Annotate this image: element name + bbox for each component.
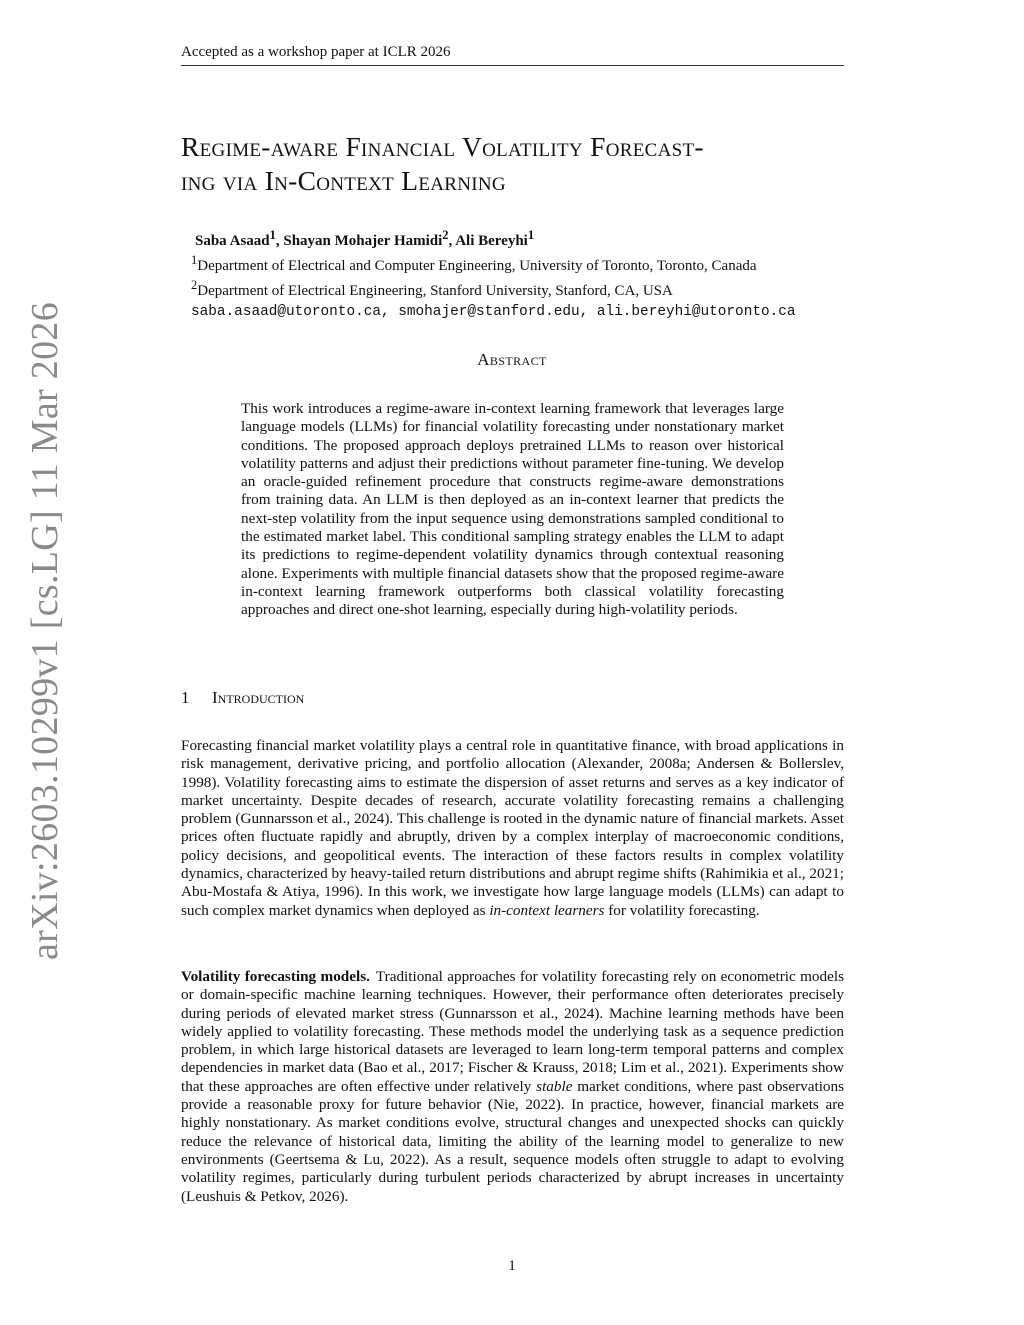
affiliation-2-marker: 2 — [191, 278, 198, 292]
title-line-2: ing via In-Context Learning — [181, 165, 506, 196]
author-1: Saba Asaad — [195, 233, 270, 249]
author-2-affil: 2 — [442, 228, 449, 242]
running-header: Accepted as a workshop paper at ICLR 2026 — [181, 44, 844, 66]
affiliation-1 — [191, 251, 796, 276]
affiliation-2 — [191, 276, 796, 301]
author-3: Ali Bereyhi — [455, 233, 528, 249]
section-title: Introduction — [212, 688, 305, 707]
arxiv-stamp: arXiv:2603.10299v1 [cs.LG] 11 Mar 2026 — [24, 302, 66, 960]
intro-paragraph-2 — [181, 968, 844, 1206]
section-heading — [181, 688, 304, 708]
intro-paragraph-1 — [181, 737, 844, 920]
intro-p1-emphasis: in-context learners — [489, 901, 605, 919]
intro-p2-text: Traditional approaches for volatility forecasting rely on econometric models or domain-specific machine learning techniques. However, their performance often deteriorates precisely during periods of elevated market stress (Gunnarsson et al., 2024). Machine learning methods have been widely applied to volatility forecasting. These methods model the underlying task as a sequence prediction problem, in which large historical datasets are leveraged to learn long-term temporal patterns and complex dependencies in market data (Bao et al., 2017; Fischer & Krauss, 2018; Lim et al., 2021). Experiments show that these approaches are often effective under relatively — [181, 968, 844, 1095]
intro-p2-end: market conditions, where past observations provide a reasonable proxy for future behavior (Nie, 2022). In practice, however, financial markets are highly nonstationary. As market conditions evolve, structural changes and unexpected shocks can quickly reduce the relevance of historical data, limiting the ability of the learning model to generalize to new environments (Geertsema & Lu, 2022). As a result, sequence models often struggle to adapt to evolving volatility regimes, particularly during turbulent periods characterized by abrupt increases in uncertainty (Leushuis & Petkov, 2026). — [181, 1077, 845, 1205]
intro-p2-emphasis: stable — [536, 1077, 573, 1095]
paragraph-heading: Volatility forecasting models. — [181, 968, 370, 985]
author-2: Shayan Mohajer Hamidi — [283, 233, 443, 249]
paper-title — [181, 130, 861, 198]
title-line-1: Regime-aware Financial Volatility Forecast- — [181, 131, 704, 162]
author-block — [191, 226, 796, 322]
page-number: 1 — [508, 1258, 516, 1274]
affiliation-1-text: Department of Electrical and Computer Engineering, University of Toronto, Toronto, Canada — [197, 258, 757, 274]
section-number: 1 — [181, 688, 190, 707]
affiliation-2-text: Department of Electrical Engineering, Stanford University, Stanford, CA, USA — [197, 283, 673, 299]
author-3-affil: 1 — [527, 228, 535, 242]
author-1-affil: 1 — [269, 228, 276, 242]
intro-p1-text: Forecasting financial market volatility plays a central role in quantitative finance, with broad applications in risk management, derivative pricing, and portfolio allocation (Alexander, 2008a; Andersen & Bollerslev, 1998). Volatility forecasting aims to estimate the dispersion of asset returns and serves as a key indicator of market uncertainty. Despite decades of research, accurate volatility forecasting remains a challenging problem (Gunnarsson et al., 2024). This challenge is rooted in the dynamic nature of financial markets. Asset prices often fluctuate rapidly and abruptly, driven by a complex interplay of macroeconomic conditions, policy decisions, and geopolitical events. The interaction of these factors results in complex volatility dynamics, characterized by heavy-tailed return distributions and abrupt regime shifts (Rahimikia et al., 2021; Abu-Mostafa & Atiya, 1996). In this work, we investigate how large language models (LLMs) can adapt to such complex market dynamics when deployed as — [181, 737, 844, 919]
affiliation-1-marker: 1 — [191, 253, 198, 267]
abstract-text: This work introduces a regime-aware in-context learning framework that leverages large language models (LLMs) for financial volatility forecasting under nonstationary market conditions. The proposed approach deploys pretrained LLMs to reason over historical volatility patterns and adjust their predictions without parameter fine-tuning. We develop an oracle-guided refinement procedure that constructs regime-aware demonstrations from training data. An LLM is then deployed as an in-context learner that predicts the next-step volatility from the input sequence using demonstrations sampled conditional to the estimated market label. This conditional sampling strategy enables the LLM to adapt its predictions to regime-dependent volatility dynamics through contextual reasoning alone. Experiments with multiple financial datasets show that the proposed regime-aware in-context learning framework outperforms both classical volatility forecasting approaches and direct one-shot learning, especially during high-volatility periods. — [241, 400, 784, 619]
author-names: Saba Asaad$^1$, Shayan Mohajer Hamidi$^2$, Ali Bereyhi$^1$ — [195, 228, 535, 249]
author-emails: saba.asaad@utoronto.ca, smohajer@stanford.edu, ali.bereyhi@utoronto.ca — [191, 304, 796, 320]
intro-p1-end: for volatility forecasting. — [604, 901, 760, 919]
abstract-heading: Abstract — [477, 350, 547, 369]
